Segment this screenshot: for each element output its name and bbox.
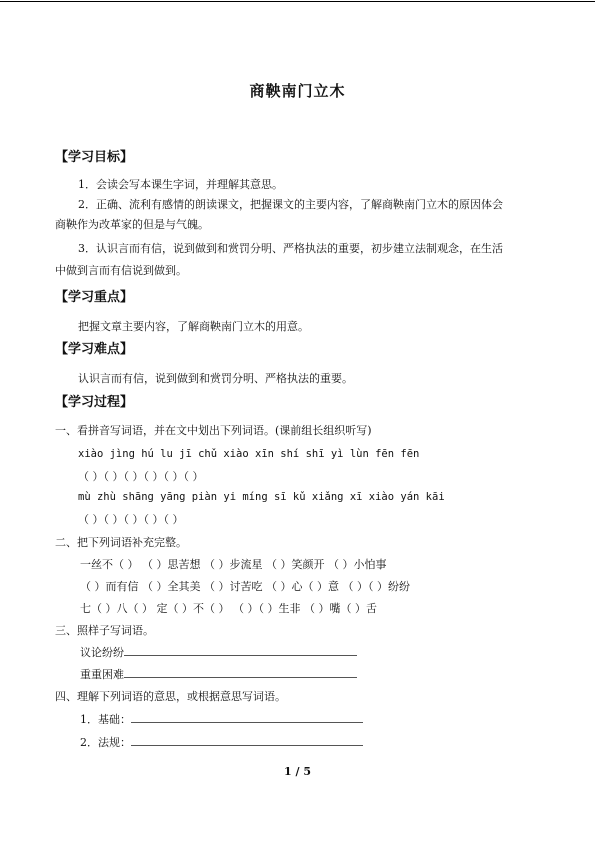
section-heading-key: 【学习重点】 [55, 290, 134, 305]
goal-2-line-1: 2．正确、流利有感情的朗读课文，把握课文的主要内容，了解商鞅南门立木的原因体会 [78, 198, 503, 211]
section-heading-process: 【学习过程】 [55, 395, 134, 410]
section-heading-difficulty: 【学习难点】 [55, 342, 134, 357]
q3-example-2 [80, 666, 357, 682]
difficulty-text: 认识言而有信，说到做到和赏罚分明、严格执法的重要。 [78, 372, 353, 385]
page-title: 商鞅南门立木 [249, 82, 346, 100]
q2-row-2[interactable]: （ ）而有信 （ ）全其美 （ ）讨苦吃 （ ）心（ ）意 （ ）（ ）纷纷 [80, 580, 410, 593]
q1-heading: 一、看拼音写词语，并在文中划出下列词语。(课前组长组织听写) [55, 424, 372, 437]
key-point-text: 把握文章主要内容，了解商鞅南门立木的用意。 [78, 320, 309, 333]
q4-item-1 [80, 711, 363, 727]
section-heading-goals: 【学习目标】 [55, 150, 134, 165]
q4-answer-line-1[interactable] [131, 711, 363, 723]
q3-example-1-label: 议论纷纷 [80, 646, 124, 659]
q2-heading: 二、把下列词语补充完整。 [55, 536, 187, 549]
goal-2-line-2: 商鞅作为改革家的但是与气魄。 [55, 218, 209, 231]
q3-heading: 三、照样子写词语。 [55, 624, 154, 637]
goal-1: 1．会读会写本课生字词，并理解其意思。 [78, 178, 283, 191]
q3-example-2-label: 重重困难 [80, 668, 124, 681]
q1-pinyin-row-2: mù zhù shāng yāng piàn yi míng sī kǔ xiǎng xī xiào yán kāi [78, 491, 445, 503]
q1-pinyin-row-1: xiào jìng hú lu jī chǔ xiào xīn shí shī yì lùn fēn fēn [78, 448, 420, 460]
q3-answer-line-1[interactable] [124, 644, 357, 656]
goal-3-line-1: 3．认识言而有信，说到做到和赏罚分明、严格执法的重要，初步建立法制观念，在生活 [78, 242, 503, 255]
goal-3-line-2: 中做到言而有信说到做到。 [55, 264, 187, 277]
q2-row-1[interactable]: 一丝不（ ） （ ）思苦想 （ ）步流星 （ ）笑颜开 （ ）小怕事 [80, 558, 387, 571]
q2-row-3[interactable]: 七（ ）八（ ） 定（ ）不（ ） （ ）（ ）生非 （ ）嘴（ ）舌 [80, 602, 377, 615]
page-number: 1 / 5 [284, 765, 311, 778]
q4-item-2 [80, 734, 363, 750]
q4-heading: 四、理解下列词语的意思，或根据意思写词语。 [55, 690, 286, 703]
q1-blanks-row-2[interactable]: （ ）（ ）（ ）（ ）（ ） [78, 513, 184, 526]
q3-example-1 [80, 644, 357, 660]
q4-item-1-label: 1．基础： [80, 713, 131, 726]
q4-answer-line-2[interactable] [131, 734, 363, 746]
q3-answer-line-2[interactable] [124, 666, 357, 678]
q4-item-2-label: 2．法规： [80, 736, 131, 749]
q1-blanks-row-1[interactable]: （ ）（ ）（ ）（ ）（ ）（ ） [78, 470, 204, 483]
top-border-line [0, 1, 595, 2]
